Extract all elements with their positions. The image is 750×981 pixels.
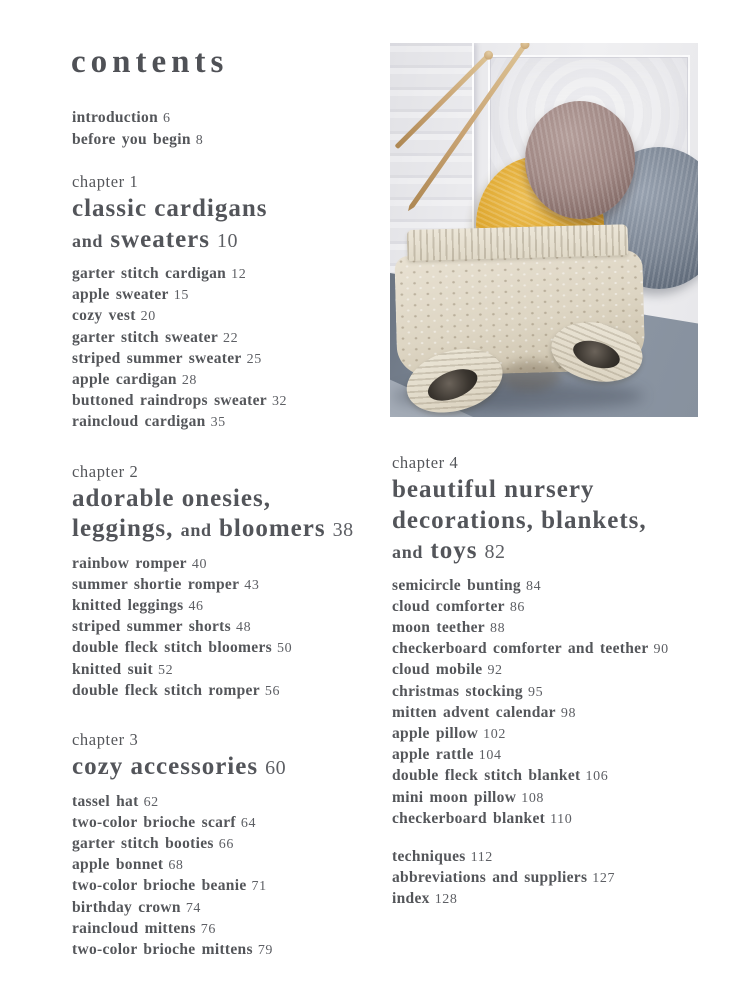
chapter-1-section [72, 171, 380, 434]
toc-entry [72, 306, 380, 327]
toc-entry [72, 412, 380, 433]
chapter-4-title-line3: toys [430, 537, 478, 564]
entry-label: buttoned raindrops sweater [72, 392, 267, 410]
entry-page-number: 90 [653, 642, 669, 658]
toc-entry [72, 813, 380, 834]
toc-entry [72, 554, 380, 575]
entry-page-number: 98 [560, 705, 577, 721]
chapter-2-title-line2a: leggings, [72, 515, 174, 543]
chapter-1-label: chapter 1 [72, 172, 139, 191]
chapter-4-section [392, 452, 732, 830]
bloomers-center-shadow [499, 360, 562, 392]
right-column [392, 452, 732, 911]
toc-entry [392, 809, 732, 830]
page-title: contents [71, 44, 229, 80]
entry-page-number: 46 [188, 599, 204, 615]
left-column [72, 107, 380, 961]
entry-page-number: 35 [210, 415, 226, 431]
entry-page-number: 40 [191, 556, 208, 572]
toc-entry [72, 940, 380, 961]
entry-label: introduction [72, 109, 158, 126]
chapter-2-title-line1: adorable onesies, [72, 484, 271, 512]
entry-page-number: 71 [251, 879, 267, 895]
entry-page-number: 76 [200, 921, 216, 937]
toc-entry [72, 596, 380, 617]
entry-page-number: 127 [592, 871, 616, 887]
chapter-1-title-line1: classic cardigans [72, 195, 268, 222]
chapter-2-section [72, 461, 380, 702]
entry-label: apple cardigan [72, 371, 177, 389]
toc-entry [392, 576, 732, 597]
toc-entry [72, 681, 380, 702]
entry-label: techniques [392, 847, 466, 865]
toc-entry [72, 107, 380, 129]
toc-entry [392, 724, 732, 745]
entry-label: striped summer shorts [72, 618, 231, 636]
toc-entry [392, 660, 732, 681]
toc-entry [72, 919, 380, 940]
toc-entry [72, 328, 380, 349]
toc-entry [392, 868, 732, 889]
chapter-1-title [72, 194, 380, 256]
toc-entry [72, 370, 380, 391]
entry-page-number: 66 [218, 836, 234, 852]
entry-label: two-color brioche beanie [72, 877, 247, 895]
entry-page-number: 110 [550, 811, 573, 827]
chapter-2-label: chapter 2 [72, 461, 139, 481]
entry-label: garter stitch booties [72, 834, 214, 852]
chapter-3-title-line1: cozy accessories [72, 753, 259, 781]
toc-entry [72, 285, 380, 306]
entry-label: double fleck stitch bloomers [72, 639, 272, 657]
entry-label: two-color brioche scarf [72, 813, 236, 831]
toc-entry [72, 792, 380, 813]
entry-page-number: 22 [223, 330, 239, 346]
entry-label: cozy vest [72, 307, 136, 325]
chapter-3-item-list [72, 792, 380, 962]
entry-label: birthday crown [72, 898, 181, 916]
chapter-2-title-and: and [180, 520, 212, 541]
entry-label: raincloud cardigan [72, 413, 206, 431]
entry-label: index [392, 890, 430, 908]
chapter-4-label: chapter 4 [392, 453, 459, 472]
toc-entry [392, 703, 732, 724]
front-matter-list [72, 107, 380, 151]
entry-label: abbreviations and suppliers [392, 869, 588, 887]
entry-page-number: 48 [235, 620, 252, 636]
entry-page-number: 79 [257, 942, 274, 958]
entry-page-number: 86 [509, 599, 526, 615]
entry-label: moon teether [392, 618, 485, 636]
yarn-ball-mauve [525, 101, 635, 219]
entry-label: striped summer sweater [72, 349, 242, 367]
toc-entry [72, 834, 380, 855]
bloomers-ribbed-waistband [407, 224, 629, 261]
entry-label: before you begin [72, 131, 191, 148]
entry-page-number: 6 [163, 111, 171, 126]
chapter-4-title-line1: beautiful nursery [392, 476, 595, 503]
toc-entry [72, 660, 380, 681]
entry-page-number: 32 [271, 394, 288, 410]
entry-label: christmas stocking [392, 682, 523, 700]
entry-label: garter stitch cardigan [72, 265, 227, 282]
entry-page-number: 62 [143, 794, 159, 810]
toc-entry [72, 617, 380, 638]
entry-page-number: 15 [173, 288, 189, 304]
chapter-2-page-number: 38 [332, 519, 354, 542]
toc-entry [72, 898, 380, 919]
entry-page-number: 88 [489, 620, 506, 636]
toc-entry [72, 855, 380, 876]
entry-label: cloud mobile [392, 661, 483, 679]
entry-page-number: 102 [483, 726, 506, 742]
chapter-4-item-list [392, 576, 732, 830]
chapter-2-item-list [72, 554, 380, 702]
entry-label: cloud comforter [392, 597, 505, 615]
chapter-1-title-and: and [72, 230, 104, 251]
entry-page-number: 25 [246, 351, 262, 367]
toc-entry [72, 349, 380, 370]
chapter-3-title [72, 752, 380, 784]
entry-label: two-color brioche mittens [72, 940, 253, 958]
toc-entry [72, 575, 380, 596]
toc-entry [72, 638, 380, 659]
chapter-4-title-and: and [392, 542, 424, 562]
toc-entry [392, 889, 732, 910]
chapter-4-title [392, 475, 732, 568]
entry-page-number: 8 [195, 133, 204, 148]
toc-entry [392, 788, 732, 809]
chapter-2-title-line2b: bloomers [219, 515, 326, 543]
entry-page-number: 104 [478, 748, 502, 764]
knitted-baby-bloomers [394, 224, 649, 412]
right-leg-opening [570, 336, 623, 374]
entry-page-number: 74 [185, 900, 202, 916]
chapter-1-page-number: 10 [217, 229, 239, 252]
entry-label: checkerboard comforter and teether [392, 640, 649, 658]
entry-label: mini moon pillow [392, 788, 517, 806]
entry-label: summer shortie romper [72, 575, 240, 593]
entry-page-number: 128 [434, 892, 458, 908]
photo-knitted-bloomers-and-yarn [390, 43, 698, 417]
entry-label: apple bonnet [72, 856, 164, 874]
toc-entry [392, 766, 732, 787]
chapter-1-title-line2: sweaters [110, 225, 211, 253]
chapter-3-label: chapter 3 [72, 730, 139, 750]
entry-label: rainbow romper [72, 554, 187, 572]
toc-entry [72, 129, 380, 151]
entry-label: apple rattle [392, 746, 474, 764]
entry-label: apple sweater [72, 286, 169, 304]
entry-page-number: 52 [157, 662, 174, 678]
entry-page-number: 92 [487, 663, 503, 679]
toc-entry [72, 264, 380, 285]
entry-label: mitten advent calendar [392, 703, 556, 721]
toc-entry [392, 639, 732, 660]
entry-page-number: 68 [168, 858, 184, 874]
chapter-4-page-number: 82 [484, 541, 506, 563]
chapter-3-section [72, 729, 380, 961]
entry-page-number: 28 [181, 373, 198, 389]
entry-page-number: 12 [231, 267, 247, 282]
left-leg-opening [424, 363, 482, 407]
chapter-1-item-list [72, 264, 380, 434]
entry-page-number: 106 [585, 769, 609, 785]
entry-page-number: 84 [525, 578, 542, 594]
entry-label: tassel hat [72, 792, 139, 810]
entry-label: garter stitch sweater [72, 328, 219, 346]
entry-label: double fleck stitch blanket [392, 767, 581, 785]
back-matter-list [392, 847, 732, 911]
entry-page-number: 20 [140, 309, 156, 325]
chapter-2-title [72, 484, 380, 546]
entry-page-number: 43 [244, 577, 260, 593]
chapter-3-page-number: 60 [265, 757, 287, 780]
entry-page-number: 112 [470, 849, 493, 865]
toc-entry [392, 745, 732, 766]
entry-page-number: 64 [240, 815, 257, 831]
toc-entry [392, 847, 732, 868]
chapter-4-title-line2: decorations, blankets, [392, 506, 647, 534]
toc-entry [392, 597, 732, 618]
entry-page-number: 108 [521, 790, 545, 806]
entry-page-number: 50 [276, 641, 293, 657]
toc-entry [392, 682, 732, 703]
entry-label: knitted leggings [72, 597, 184, 615]
entry-label: double fleck stitch romper [72, 681, 260, 699]
entry-label: knitted suit [72, 660, 153, 678]
entry-page-number: 95 [527, 684, 544, 700]
toc-entry [72, 876, 380, 897]
entry-label: checkerboard blanket [392, 809, 546, 827]
entry-page-number: 56 [264, 683, 281, 699]
toc-entry [72, 391, 380, 412]
entry-label: raincloud mittens [72, 919, 196, 937]
entry-label: semicircle bunting [392, 576, 521, 594]
toc-entry [392, 618, 732, 639]
entry-label: apple pillow [392, 724, 479, 742]
